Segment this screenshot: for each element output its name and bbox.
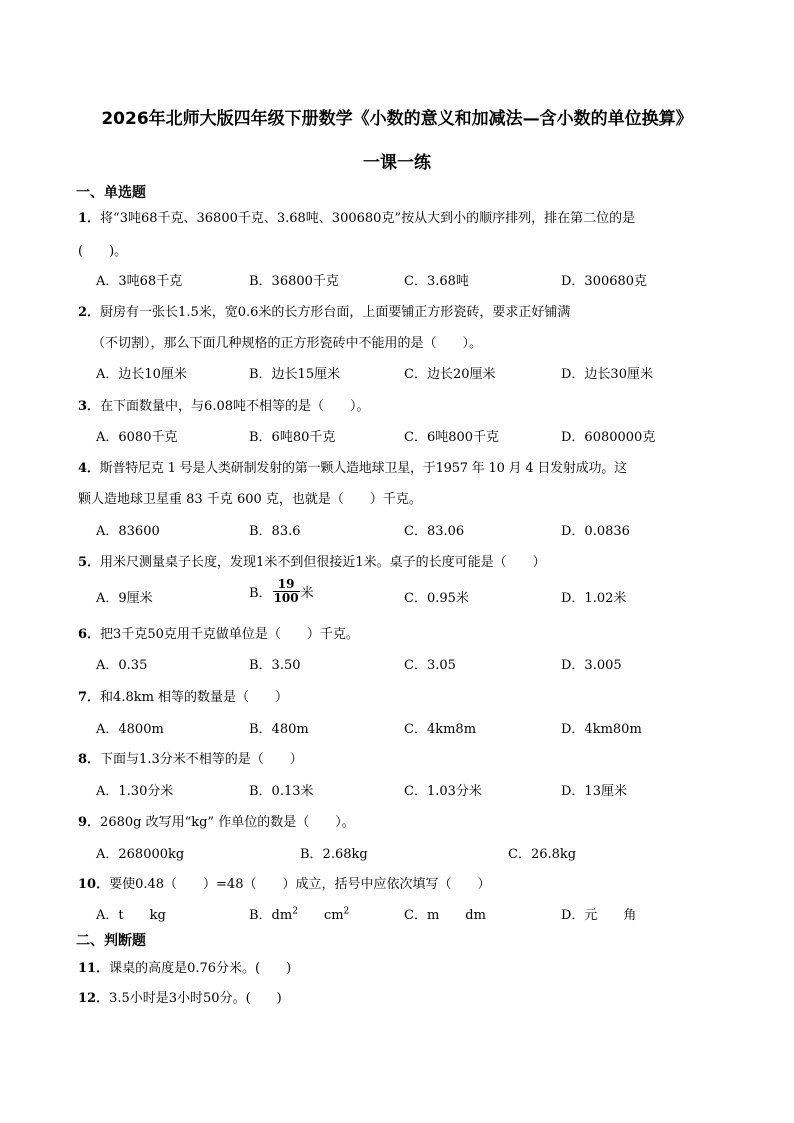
question-8: 8．下面与1.3分米不相等的是（ ） xyxy=(78,752,303,767)
section-single-choice: 一、单选题 xyxy=(76,185,146,201)
question-1-line-2: ( )。 xyxy=(78,244,128,259)
q3-option-a[interactable]: A．6080千克 xyxy=(96,430,178,445)
question-2: 2．厨房有一张长1.5米，宽0.6米的长方形台面，上面要铺正方形瓷砖，要求正好铺满 xyxy=(78,305,571,320)
q5-option-b[interactable]: B． $\frac{19}{100}$ 米 xyxy=(249,577,314,605)
q6-option-a[interactable]: A．0.35 xyxy=(96,658,148,673)
q6-option-d[interactable]: D．3.005 xyxy=(561,658,622,673)
page-title: 2026年北师大版四年级下册数学《小数的意义和加减法—含小数的单位换算》 xyxy=(101,109,693,129)
q9-option-c[interactable]: C．26.8kg xyxy=(508,847,577,862)
q8-option-b[interactable]: B．0.13米 xyxy=(249,784,314,799)
q7-option-d[interactable]: D．4km80m xyxy=(561,722,642,737)
q2-option-a[interactable]: A．边长10厘米 xyxy=(96,367,187,382)
q10-option-d[interactable]: D．元 角 xyxy=(561,908,637,923)
q7-option-b[interactable]: B．480m xyxy=(249,722,309,737)
q4-option-b[interactable]: B．83.6 xyxy=(249,524,301,539)
question-10: 10．要使0.48（ ）=48（ ）成立，括号中应依次填写（ ） xyxy=(78,877,491,892)
question-7: 7．和4.8km 相等的数量是（ ） xyxy=(78,690,289,705)
q3-option-b[interactable]: B．6吨80千克 xyxy=(249,430,336,445)
q1-option-a[interactable]: A．3吨68千克 xyxy=(96,274,183,289)
q4-option-c[interactable]: C．83.06 xyxy=(404,524,465,539)
section-judgement: 二、判断题 xyxy=(76,933,146,949)
q4-option-d[interactable]: D．0.0836 xyxy=(561,524,630,539)
question-3: 3．在下面数量中，与6.08吨不相等的是（ ）。 xyxy=(78,399,370,414)
question-5: 5．用米尺测量桌子长度，发现1米不到但很接近1米。桌子的长度可能是（ ） xyxy=(78,555,546,570)
question-4-line-2: 颗人造地球卫星重 83 千克 600 克，也就是（ ）千克。 xyxy=(78,492,422,507)
q7-option-a[interactable]: A．4800m xyxy=(96,722,164,737)
q5-option-d[interactable]: D．1.02米 xyxy=(561,591,627,606)
q5-option-a[interactable]: A．9厘米 xyxy=(96,591,153,606)
page-subtitle: 一课一练 xyxy=(363,153,431,173)
q3-option-c[interactable]: C．6吨800千克 xyxy=(404,430,500,445)
q1-option-c[interactable]: C．3.68吨 xyxy=(404,274,469,289)
q6-option-b[interactable]: B．3.50 xyxy=(249,658,301,673)
q9-option-b[interactable]: B．2.68kg xyxy=(300,847,368,862)
q1-option-d[interactable]: D．300680克 xyxy=(561,274,648,289)
q1-option-b[interactable]: B．36800千克 xyxy=(249,274,339,289)
q10-option-c[interactable]: C．m dm xyxy=(404,908,486,923)
q10-option-b[interactable]: B．$dm^2$ $cm^2$ xyxy=(249,906,350,923)
question-6: 6．把3千克50克用千克做单位是（ ）千克。 xyxy=(78,627,359,642)
q2-option-c[interactable]: C．边长20厘米 xyxy=(404,367,496,382)
q8-option-c[interactable]: C．1.03分米 xyxy=(404,784,482,799)
q10-option-a[interactable]: A．t kg xyxy=(96,908,166,923)
q7-option-c[interactable]: C．4km8m xyxy=(404,722,477,737)
question-4: 4．斯普特尼克 1 号是人类研制发射的第一颗人造地球卫星，于1957 年 10 月 4 日发射成功。这 xyxy=(78,461,627,476)
question-2-line-2: （不切割），那么下面几种规格的正方形瓷砖中不能用的是（ ）。 xyxy=(92,336,483,351)
q2-option-d[interactable]: D．边长30厘米 xyxy=(561,367,653,382)
fraction: $\frac{19}{100}$ xyxy=(273,577,299,605)
question-1: 1．将“3吨68千克、36800千克、3.68吨、300680克”按从大到小的顺序排列，排在第二位的是 xyxy=(78,211,636,226)
q8-option-d[interactable]: D．13厘米 xyxy=(561,784,627,799)
question-12: 12．3.5小时是3小时50分。( ) xyxy=(78,991,282,1006)
q6-option-c[interactable]: C．3.05 xyxy=(404,658,456,673)
question-9: 9．2680g 改写用“kg” 作单位的数是（ ）。 xyxy=(78,815,355,830)
question-11: 11．课桌的高度是0.76分米。( ) xyxy=(78,961,292,976)
q9-option-a[interactable]: A．268000kg xyxy=(96,847,185,862)
q3-option-d[interactable]: D．6080000克 xyxy=(561,430,656,445)
q2-option-b[interactable]: B．边长15厘米 xyxy=(249,367,341,382)
q4-option-a[interactable]: A．83600 xyxy=(96,524,160,539)
q8-option-a[interactable]: A．1.30分米 xyxy=(96,784,174,799)
q5-option-c[interactable]: C．0.95米 xyxy=(404,591,469,606)
